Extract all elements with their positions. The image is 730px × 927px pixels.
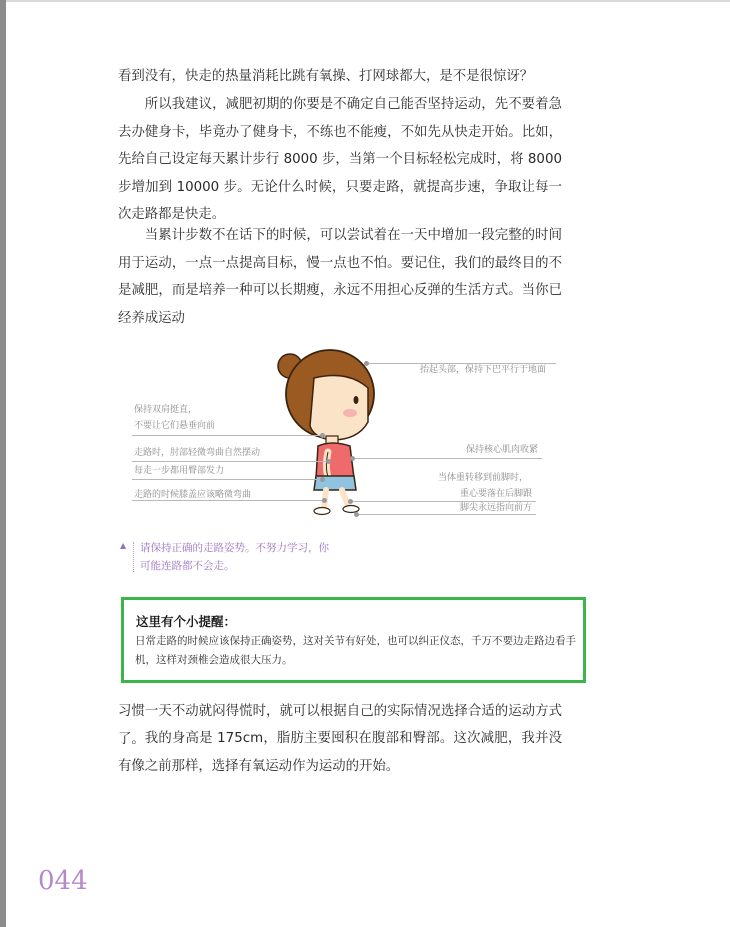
caption-triangle-icon: ▲ — [120, 541, 127, 550]
leader-line-hips — [132, 479, 322, 480]
paragraph-5: 我的身高是 175cm，脂肪主要囤积在腹部和臀部。这次减肥，我并没有像之前那样，选择有氧运动作为运动的开始。 — [118, 731, 562, 774]
leader-dot-core — [350, 456, 355, 461]
figure-caption: 请保持正确的走路姿势。不努力学习，你可能连路都不会走。 — [140, 542, 329, 572]
paragraph-2: 所以我建议，减肥初期的你要是不确定自己能否坚持运动，先不要着急去办健身卡，毕竟办了健身卡，不练也不能瘦，不如先从快走开始。比如，先给自己设定每天累计步行 8000 步，当第一个目标轻松完成时，将 8000 步增加到 10000 步。无论什么时候，只要走路，就提高步速，争取让每一次走路都是快走。 — [118, 97, 562, 222]
walking-posture-figure — [118, 330, 578, 530]
leader-dot-weight — [348, 499, 353, 504]
label-hips: 每走一步都用臀部发力 — [134, 466, 225, 476]
leader-dot-toes — [354, 512, 359, 517]
leader-dot-arms — [326, 459, 331, 464]
label-core: 保持核心肌肉收紧 — [466, 445, 539, 455]
paragraph-3: 当累计步数不在话下的时候，可以尝试着在一天中增加一段完整的时间用于运动，一点一点提高目标，慢一点也不怕。要记住，我们的最终目的不是减肥，而是培养一种可以长期瘦，永远不用担心反弹的生活方式。当你已经养成运动 — [118, 228, 562, 326]
leader-dot-shoulders — [320, 433, 325, 438]
label-weight-1: 当体重转移到前脚时， — [438, 473, 529, 483]
caption-divider — [133, 542, 134, 572]
tip-body: 日常走路的时候应该保持正确姿势，这对关节有好处，也可以纠正仪态，千万不要边走路边看手机，这样对颈椎会造成很大压力。 — [135, 635, 576, 666]
label-knees: 走路的时候膝盖应该略微弯曲 — [134, 490, 252, 500]
label-shoulders-2: 不要让它们悬垂向前 — [134, 421, 216, 431]
paragraph-1: 看到没有，快走的热量消耗比跳有氧操、打网球都大，是不是很惊讶？ — [118, 69, 534, 84]
page-top-edge — [6, 0, 730, 2]
label-shoulders-1: 保持双肩挺直， — [134, 405, 198, 415]
leader-line-shoulders — [132, 435, 322, 436]
page-left-edge — [0, 0, 6, 927]
label-arms: 走路时，肘部轻微弯曲自然摆动 — [134, 448, 261, 458]
leader-dot-knees — [322, 498, 327, 503]
leader-line-core — [352, 458, 542, 459]
tip-box — [121, 597, 586, 683]
leader-line-arms — [132, 461, 328, 462]
leader-dot-head — [364, 361, 369, 366]
paragraph-4: 习惯一天不动就闷得慌时，就可以根据自己的实际情况选择合适的运动方式了。 — [118, 704, 562, 747]
label-head: 抬起头部，保持下巴平行于地面 — [420, 365, 547, 375]
label-weight-2: 重心要落在后脚跟 — [460, 489, 533, 499]
leader-dot-hips — [320, 477, 325, 482]
tip-title: 这里有个小提醒： — [136, 614, 237, 629]
label-toes: 脚尖永远指向前方 — [460, 503, 533, 513]
page-number: 044 — [38, 866, 88, 896]
